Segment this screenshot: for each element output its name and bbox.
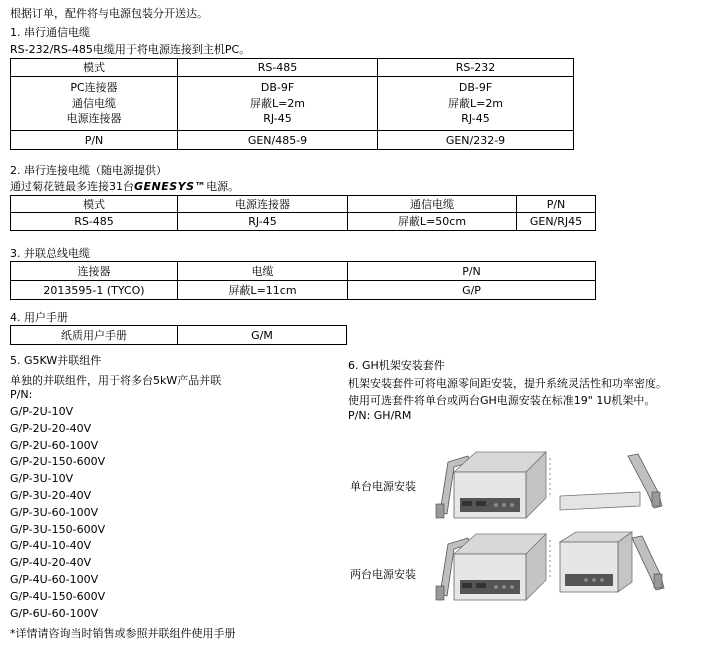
table-header-cell: RS-485 bbox=[178, 59, 378, 77]
list-item: G/P-3U-60-100V bbox=[10, 505, 99, 519]
desc-text: 通过菊花链最多连接31台 bbox=[10, 180, 134, 193]
desc-text: 电源。 bbox=[206, 180, 240, 193]
cell-value: 屏蔽L=2m bbox=[447, 96, 504, 110]
table-cell: 屏蔽L=50cm bbox=[348, 213, 517, 231]
row-label: 通信电缆 bbox=[72, 96, 116, 110]
table-header-cell: 通信电缆 bbox=[348, 196, 517, 213]
power-supply-unit bbox=[454, 534, 546, 600]
intro-text: 根据订单，配件将与电源包装分开送达。 bbox=[10, 7, 208, 20]
table-cell: G/P bbox=[348, 281, 596, 300]
list-item: G/P-4U-20-40V bbox=[10, 556, 92, 570]
label-single-install: 单台电源安装 bbox=[350, 480, 416, 493]
table-cell: 纸质用户手册 bbox=[11, 326, 178, 345]
table-header-cell: 连接器 bbox=[11, 262, 178, 281]
table-cell bbox=[378, 77, 574, 131]
list-item: G/P-4U-60-100V bbox=[10, 572, 99, 586]
double-rack-install-illustration bbox=[426, 528, 724, 606]
cell-value: 屏蔽L=2m bbox=[249, 96, 306, 110]
table-row bbox=[11, 77, 574, 131]
daisy-chain-table bbox=[10, 195, 596, 231]
table-cell: 屏蔽L=11cm bbox=[178, 281, 348, 300]
section5-desc: 单独的并联组件，用于将多台5kW产品并联 bbox=[10, 374, 222, 387]
table-header-row bbox=[11, 196, 596, 213]
table-cell bbox=[178, 77, 378, 131]
list-item: G/P-3U-10V bbox=[10, 472, 74, 486]
section4-title: 4. 用户手册 bbox=[10, 311, 68, 324]
section6-title: 6. GH机架安装套件 bbox=[348, 359, 445, 372]
section6-line2: 使用可选套件将单台或两台GH电源安装在标准19" 1U机架中。 bbox=[348, 394, 656, 407]
table-row bbox=[11, 326, 347, 345]
cell-value: DB-9F bbox=[260, 81, 295, 95]
section6-pn: P/N: GH/RM bbox=[348, 409, 412, 422]
section1-desc: RS-232/RS-485电缆用于将电源连接到主机PC。 bbox=[10, 43, 251, 56]
list-item: G/P-4U-10-40V bbox=[10, 539, 92, 553]
table-cell: 2013595-1 (TYCO) bbox=[11, 281, 178, 300]
list-item: G/P-2U-60-100V bbox=[10, 438, 99, 452]
pn-label: P/N: bbox=[10, 388, 33, 401]
table-cell: GEN/RJ45 bbox=[517, 213, 596, 231]
parallel-bus-table bbox=[10, 261, 596, 300]
table-header-cell: 电源连接器 bbox=[178, 196, 348, 213]
table-cell: GEN/485-9 bbox=[178, 131, 378, 150]
cell-value: DB-9F bbox=[458, 81, 493, 95]
table-cell bbox=[11, 77, 178, 131]
single-rack-install-illustration bbox=[426, 446, 724, 524]
table-cell: P/N bbox=[11, 131, 178, 150]
table-header-row bbox=[11, 262, 596, 281]
serial-cable-table bbox=[10, 58, 574, 150]
list-item: G/P-2U-10V bbox=[10, 405, 74, 418]
filler-plate bbox=[560, 492, 640, 510]
row-label: PC连接器 bbox=[70, 81, 118, 95]
list-item: G/P-6U-60-100V bbox=[10, 606, 99, 620]
brand-name: GENESYS™ bbox=[134, 180, 207, 193]
rack-bracket-right bbox=[632, 536, 664, 590]
cell-value: RJ-45 bbox=[461, 112, 490, 126]
row-label: 电源连接器 bbox=[66, 112, 122, 126]
table-header-cell: 电缆 bbox=[178, 262, 348, 281]
table-header-cell: P/N bbox=[348, 262, 596, 281]
section6-line1: 机架安装套件可将电源零间距安装，提升系统灵活性和功率密度。 bbox=[348, 377, 667, 390]
list-item: G/P-3U-150-600V bbox=[10, 522, 106, 536]
list-item: G/P-2U-150-600V bbox=[10, 455, 106, 469]
table-header-cell: 模式 bbox=[11, 196, 178, 213]
power-supply-unit bbox=[454, 452, 546, 518]
section3-title: 3. 并联总线电缆 bbox=[10, 247, 90, 260]
table-row bbox=[11, 131, 574, 150]
section1-title: 1. 串行通信电缆 bbox=[10, 26, 90, 39]
part-number-list bbox=[10, 404, 105, 622]
table-cell: RJ-45 bbox=[178, 213, 348, 231]
list-item: G/P-4U-150-600V bbox=[10, 589, 106, 603]
table-cell: GEN/232-9 bbox=[378, 131, 574, 150]
table-cell: RS-485 bbox=[11, 213, 178, 231]
table-header-cell: 模式 bbox=[11, 59, 178, 77]
section2-desc bbox=[10, 178, 239, 194]
table-row bbox=[11, 281, 596, 300]
table-header-row bbox=[11, 59, 574, 77]
cell-value: RJ-45 bbox=[263, 112, 292, 126]
power-supply-unit-second bbox=[560, 532, 632, 592]
table-row bbox=[11, 213, 596, 231]
section5-title: 5. G5KW并联组件 bbox=[10, 354, 102, 367]
section2-title: 2. 串行连接电缆（随电源提供） bbox=[10, 164, 167, 177]
table-cell: G/M bbox=[178, 326, 347, 345]
list-item: G/P-2U-20-40V bbox=[10, 421, 92, 435]
list-item: G/P-3U-20-40V bbox=[10, 488, 92, 502]
user-manual-table bbox=[10, 325, 347, 345]
table-header-cell: P/N bbox=[517, 196, 596, 213]
table-header-cell: RS-232 bbox=[378, 59, 574, 77]
section5-note: *详情请咨询当时销售或参照并联组件使用手册 bbox=[10, 627, 236, 640]
label-double-install: 两台电源安装 bbox=[350, 568, 416, 581]
